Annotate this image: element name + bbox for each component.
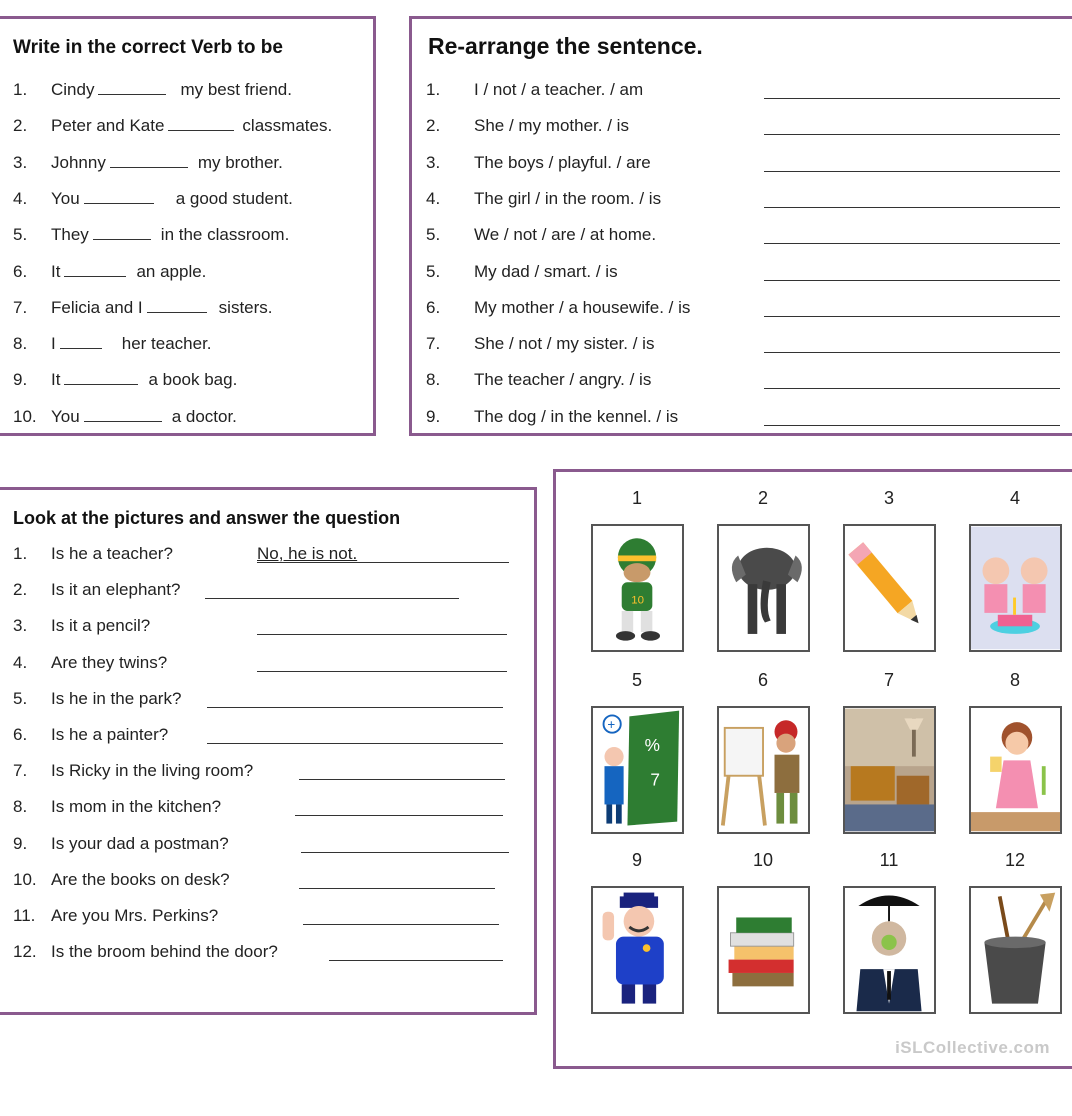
question-item [13,795,221,819]
watermark: iSLCollective.com [895,1038,1050,1057]
item-number: 5. [13,688,28,708]
picture-number: 8 [1009,670,1020,690]
item-number: 2. [13,580,28,600]
rearrange-title: Re-arrange the sentence. [428,33,703,59]
item-rest: classmates. [242,116,333,136]
item-rest: sisters. [218,297,273,317]
scrambled-sentence: We / not / are / at home. [474,225,657,245]
question-text: Is it an elephant? [51,580,181,600]
question-text: Is he in the park? [51,688,182,708]
scrambled-sentence: The teacher / angry. / is [474,370,652,390]
scrambled-sentence: The boys / playful. / are [474,152,651,172]
item-number: 1. [13,544,28,563]
item-number: 4. [13,188,28,208]
answer-line[interactable] [257,634,507,635]
scrambled-sentence: My mother / a housewife. / is [474,297,691,317]
question-item [13,759,253,783]
question-item [13,687,181,711]
answer-line[interactable] [295,815,503,816]
scrambled-sentence: The dog / in the kennel. / is [474,406,679,426]
item-rest: a book bag. [148,370,238,390]
question-item [13,651,167,675]
item-subject: Johnny [51,152,106,172]
item-number: 11. [13,906,36,925]
answer-blank[interactable] [64,369,138,385]
item-number: 9. [13,833,28,853]
answer-blank[interactable] [110,152,188,168]
item-number: 7. [426,334,441,354]
elephant-icon [717,524,810,652]
man-umbrella-icon [843,886,936,1014]
answer-blank[interactable] [168,115,234,131]
verb-item [13,223,289,247]
item-rest: a good student. [175,188,293,208]
item-number: 8. [13,797,28,817]
item-subject: It [51,261,61,281]
woman-kitchen-icon [969,706,1062,834]
item-number: 6. [13,261,28,281]
question-item [13,723,168,747]
item-rest: my brother. [197,152,283,172]
answer-line[interactable] [764,243,1060,244]
item-number: 12. [13,942,37,962]
item-rest: my best friend. [180,80,292,99]
item-number: 8. [426,370,441,390]
question-text: Are you Mrs. Perkins? [51,906,219,925]
question-item [13,832,229,856]
item-number: 9. [13,370,28,390]
picture-number: 1 [631,488,642,508]
answer-blank[interactable] [84,406,162,422]
answer-line[interactable] [764,134,1060,135]
item-number: 7. [13,297,28,317]
question-text: Is your dad a postman? [51,833,229,853]
svg-text:7: 7 [650,769,660,790]
item-subject: Peter and Kate [51,116,165,136]
broom-bucket-icon [969,886,1062,1014]
rearrange-item [426,332,654,356]
item-rest: her teacher. [121,334,212,354]
picture-number: 10 [752,850,774,870]
answer-blank[interactable] [98,79,166,95]
picture-grid [553,469,1072,1069]
question-text: Is it a pencil? [51,616,151,636]
item-number: 7. [13,761,28,781]
item-subject: Felicia and I [51,297,143,317]
picture-number: 11 [879,850,899,870]
item-number: 5. [426,225,441,245]
answer-line[interactable] [764,316,1060,317]
question-text: Are they twins? [51,652,168,672]
scrambled-sentence: My dad / smart. / is [474,261,618,281]
rearrange-item [426,114,629,138]
verb-item [13,368,237,392]
item-number: 1. [13,80,28,99]
rearrange-item [426,260,618,284]
picture-number: 5 [631,670,642,690]
rearrange-item [426,78,643,102]
rearrange-item [426,187,661,211]
football-player-icon [591,524,684,652]
item-rest: a doctor. [171,406,237,426]
answer-line[interactable] [764,280,1060,281]
answer-line[interactable] [764,98,1060,99]
item-number: 6. [13,725,28,744]
item-number: 2. [426,116,441,136]
verb-item [13,151,283,175]
item-number: 1. [426,80,441,99]
question-item [13,868,230,892]
picture-number: 2 [757,488,768,508]
question-item [13,614,150,638]
item-subject: It [51,370,61,390]
scrambled-sentence: She / my mother. / is [474,116,629,136]
answer-line[interactable] [329,960,503,961]
rearrange-item [426,405,678,429]
item-number: 3. [13,152,28,172]
question-item [13,904,218,928]
item-subject: Cindy [51,80,95,99]
answer-line[interactable] [205,598,459,599]
item-number: 2. [13,116,28,136]
item-subject: You [51,188,80,208]
question-text: Is he a painter? [51,725,169,744]
answer-line[interactable] [207,743,503,744]
verb-item [13,405,237,429]
svg-text:+: + [607,716,616,732]
twins-birthday-icon [969,524,1062,652]
verb-to-be-title: Write in the correct Verb to be [13,37,283,58]
rearrange-item [426,368,651,392]
svg-text:10: 10 [631,594,645,607]
verb-item [13,78,292,102]
question-item [13,940,278,964]
picture-number: 3 [883,488,894,508]
question-item [13,542,173,566]
item-subject: You [51,406,80,426]
picture-number: 12 [1004,850,1026,870]
item-subject: They [51,225,89,245]
verb-item [13,260,206,284]
rearrange-exercise [409,16,1072,436]
answer-line[interactable] [764,207,1060,208]
picture-number: 4 [1009,488,1020,508]
item-number: 8. [13,334,28,354]
item-number: 5. [13,225,28,245]
answer-line[interactable] [303,924,499,925]
answer-line[interactable] [207,707,503,708]
item-number: 10. [13,869,37,889]
answer-blank[interactable] [147,297,207,313]
sample-answer: No, he is not. [257,544,358,563]
answer-blank[interactable] [60,333,102,349]
stack-of-books-icon [717,886,810,1014]
answer-line[interactable] [301,852,509,853]
verb-item [13,332,212,356]
question-text: Is the broom behind the door? [51,942,278,962]
living-room-icon [843,706,936,834]
scrambled-sentence: She / not / my sister. / is [474,334,655,354]
item-number: 5. [426,261,441,281]
question-item [13,578,180,602]
question-text: Is Ricky in the living room? [51,761,254,781]
teacher-chalkboard-icon [591,706,684,834]
answer-line[interactable] [299,779,505,780]
painter-easel-icon [717,706,810,834]
answer-blank[interactable] [64,261,126,277]
question-text: Is mom in the kitchen? [51,797,222,817]
verb-item [13,296,273,320]
picture-number: 9 [631,850,642,870]
answer-line[interactable] [764,171,1060,172]
item-subject: I [51,334,56,354]
answer-blank[interactable] [84,188,154,204]
scrambled-sentence: I / not / a teacher. / am [474,80,644,99]
item-number: 3. [13,616,28,636]
pencil-icon [843,524,936,652]
answer-line[interactable] [764,388,1060,389]
answer-line[interactable] [764,425,1060,426]
item-number: 9. [426,406,441,426]
verb-item [13,187,293,211]
police-officer-icon [591,886,684,1014]
answer-line[interactable] [257,671,507,672]
rearrange-item [426,296,690,320]
item-number: 3. [426,152,441,172]
item-number: 10. [13,406,37,426]
verb-to-be-exercise [0,16,376,436]
scrambled-sentence: The girl / in the room. / is [474,188,662,208]
question-text: Are the books on desk? [51,869,230,889]
question-text: Is he a teacher? [51,544,173,563]
answer-line[interactable] [299,888,495,889]
picture-number: 6 [757,670,768,690]
picture-questions-title: Look at the pictures and answer the question [13,508,401,528]
item-number: 6. [426,297,441,317]
rearrange-item [426,223,656,247]
svg-text:%: % [644,734,660,755]
item-rest: an apple. [136,261,207,281]
rearrange-item [426,151,651,175]
item-rest: in the classroom. [160,225,290,245]
item-number: 4. [426,188,441,208]
verb-item [13,114,332,138]
picture-questions-exercise [0,487,537,1015]
picture-number: 7 [883,670,894,690]
answer-line[interactable] [764,352,1060,353]
answer-blank[interactable] [93,224,151,240]
item-number: 4. [13,652,28,672]
